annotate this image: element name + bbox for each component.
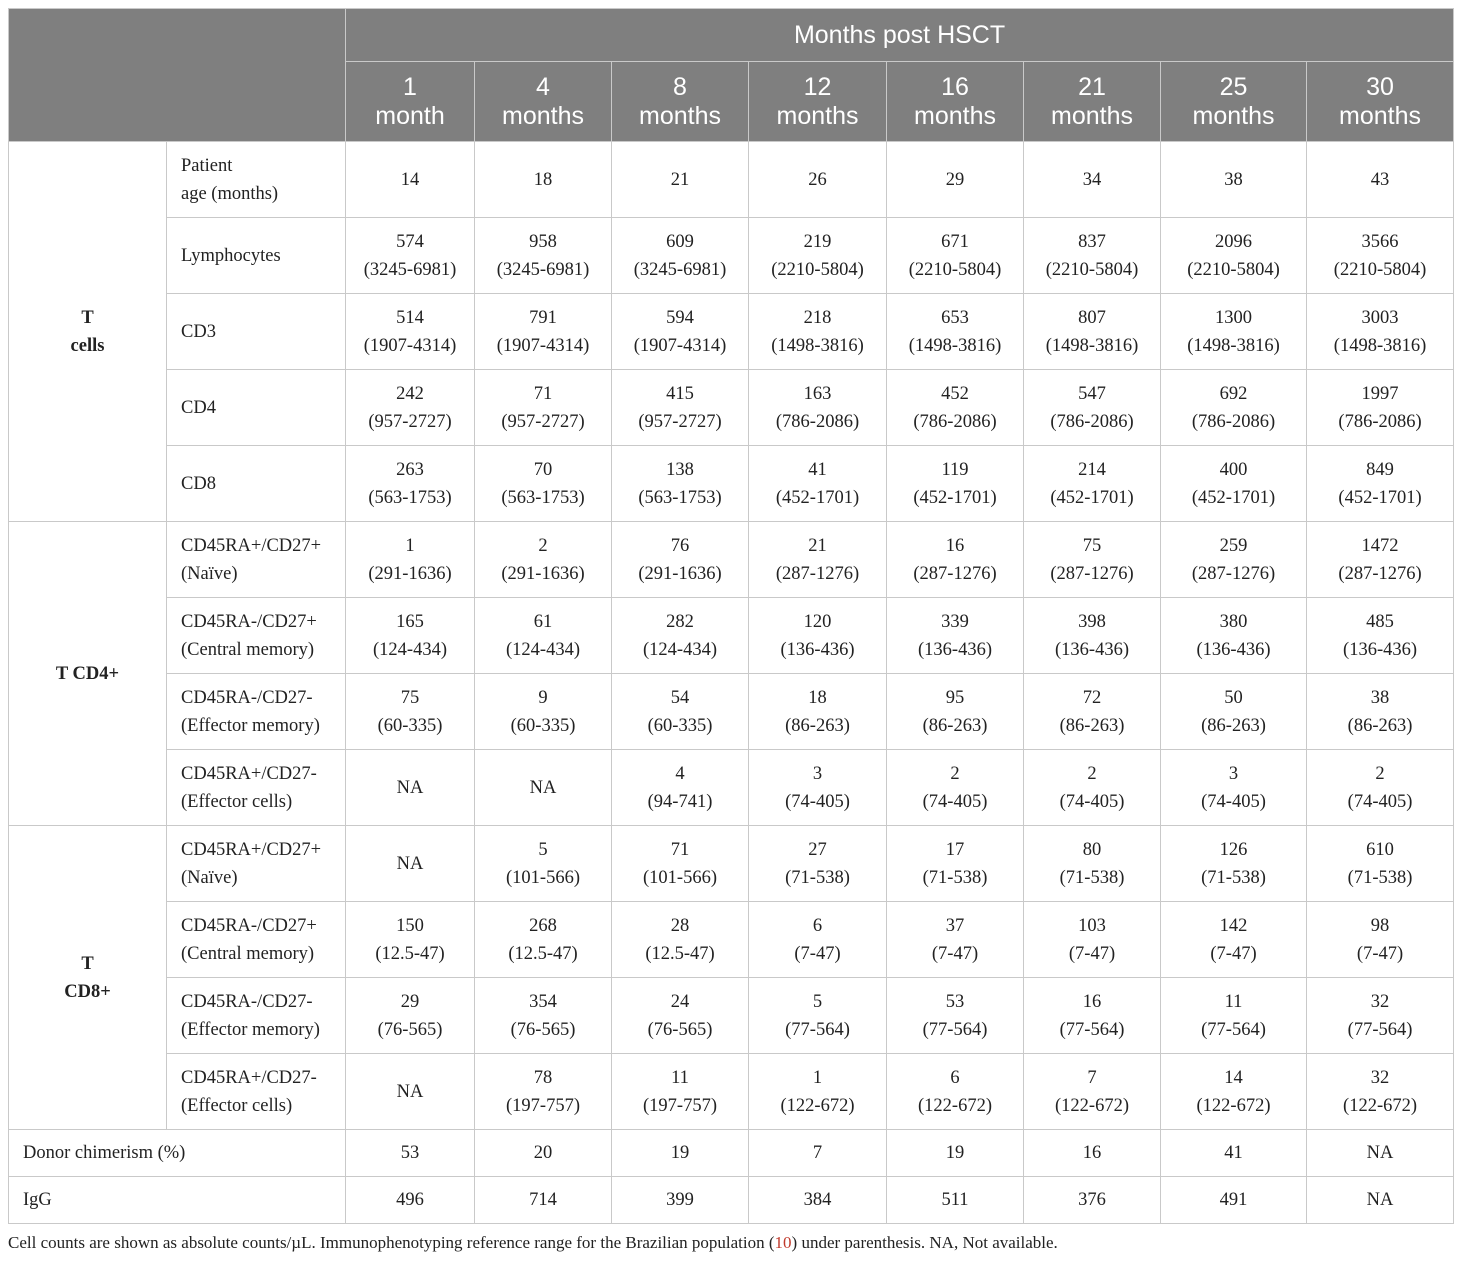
table-cell: 268 (12.5-47) xyxy=(475,902,612,978)
table-cell: 671 (2210-5804) xyxy=(887,218,1024,294)
table-cell: 5 (77-564) xyxy=(749,978,887,1054)
table-cell: 7 xyxy=(749,1130,887,1177)
table-row xyxy=(9,598,1454,674)
table-cell: 214 (452-1701) xyxy=(1024,446,1161,522)
table-cell: 32 (77-564) xyxy=(1307,978,1454,1054)
table-cell: 692 (786-2086) xyxy=(1161,370,1307,446)
column-header: 4 months xyxy=(475,62,612,142)
table-cell: 21 (287-1276) xyxy=(749,522,887,598)
table-cell: 138 (563-1753) xyxy=(612,446,749,522)
table-cell: 511 xyxy=(887,1177,1024,1224)
table-cell: 339 (136-436) xyxy=(887,598,1024,674)
table-cell: 4 (94-741) xyxy=(612,750,749,826)
row-label: CD45RA+/CD27+ (Naïve) xyxy=(167,522,346,598)
row-label: IgG xyxy=(9,1177,346,1224)
table-cell: 103 (7-47) xyxy=(1024,902,1161,978)
table-cell: 610 (71-538) xyxy=(1307,826,1454,902)
group-label-t-cd4: T CD4+ xyxy=(9,522,167,826)
table-cell: 259 (287-1276) xyxy=(1161,522,1307,598)
table-cell: 415 (957-2727) xyxy=(612,370,749,446)
table-cell: 163 (786-2086) xyxy=(749,370,887,446)
table-cell: 80 (71-538) xyxy=(1024,826,1161,902)
table-cell: 14 (122-672) xyxy=(1161,1054,1307,1130)
column-header: 16 months xyxy=(887,62,1024,142)
table-cell: 28 (12.5-47) xyxy=(612,902,749,978)
table-cell: 3003 (1498-3816) xyxy=(1307,294,1454,370)
table-cell: 29 (76-565) xyxy=(346,978,475,1054)
table-cell: 11 (197-757) xyxy=(612,1054,749,1130)
table-cell: 43 xyxy=(1307,142,1454,218)
table-cell: 6 (7-47) xyxy=(749,902,887,978)
table-footnote xyxy=(8,1233,1453,1253)
immunophenotyping-table xyxy=(8,8,1454,1224)
table-cell: 37 (7-47) xyxy=(887,902,1024,978)
table-cell: 21 xyxy=(612,142,749,218)
table-cell: 219 (2210-5804) xyxy=(749,218,887,294)
table-cell: 380 (136-436) xyxy=(1161,598,1307,674)
table-row xyxy=(9,294,1454,370)
group-label-t-cd8: T CD8+ xyxy=(9,826,167,1130)
column-header: 21 months xyxy=(1024,62,1161,142)
table-cell: 218 (1498-3816) xyxy=(749,294,887,370)
table-cell: 2096 (2210-5804) xyxy=(1161,218,1307,294)
table-cell: 242 (957-2727) xyxy=(346,370,475,446)
row-label: CD45RA-/CD27- (Effector memory) xyxy=(167,978,346,1054)
table-cell: 18 (86-263) xyxy=(749,674,887,750)
table-cell: 20 xyxy=(475,1130,612,1177)
table-cell: 574 (3245-6981) xyxy=(346,218,475,294)
row-label: CD45RA+/CD27- (Effector cells) xyxy=(167,750,346,826)
table-cell: 119 (452-1701) xyxy=(887,446,1024,522)
table-cell: 1472 (287-1276) xyxy=(1307,522,1454,598)
table-cell: 6 (122-672) xyxy=(887,1054,1024,1130)
table-cell: 1 (291-1636) xyxy=(346,522,475,598)
table-cell: 958 (3245-6981) xyxy=(475,218,612,294)
column-header: 25 months xyxy=(1161,62,1307,142)
table-cell: 3566 (2210-5804) xyxy=(1307,218,1454,294)
table-cell: 485 (136-436) xyxy=(1307,598,1454,674)
row-label: CD4 xyxy=(167,370,346,446)
table-cell: 142 (7-47) xyxy=(1161,902,1307,978)
table-cell: 41 (452-1701) xyxy=(749,446,887,522)
table-cell: NA xyxy=(346,750,475,826)
table-cell: 653 (1498-3816) xyxy=(887,294,1024,370)
table-cell: 61 (124-434) xyxy=(475,598,612,674)
row-label: CD45RA+/CD27- (Effector cells) xyxy=(167,1054,346,1130)
table-cell: 38 xyxy=(1161,142,1307,218)
table-cell: 126 (71-538) xyxy=(1161,826,1307,902)
row-label: CD45RA-/CD27+ (Central memory) xyxy=(167,598,346,674)
table-cell: 98 (7-47) xyxy=(1307,902,1454,978)
table-cell: 19 xyxy=(887,1130,1024,1177)
table-cell: 354 (76-565) xyxy=(475,978,612,1054)
table-cell: 38 (86-263) xyxy=(1307,674,1454,750)
table-cell: 1 (122-672) xyxy=(749,1054,887,1130)
table-cell: NA xyxy=(346,1054,475,1130)
group-label-t-cells: T cells xyxy=(9,142,167,522)
table-cell: 50 (86-263) xyxy=(1161,674,1307,750)
table-cell: 2 (74-405) xyxy=(887,750,1024,826)
table-cell: 75 (60-335) xyxy=(346,674,475,750)
table-cell: 399 xyxy=(612,1177,749,1224)
table-row xyxy=(9,1177,1454,1224)
header-corner xyxy=(9,9,346,142)
table-cell: 76 (291-1636) xyxy=(612,522,749,598)
table-cell: 26 xyxy=(749,142,887,218)
table-row xyxy=(9,218,1454,294)
table-cell: 2 (74-405) xyxy=(1024,750,1161,826)
table-body xyxy=(9,142,1454,1224)
table-cell: 263 (563-1753) xyxy=(346,446,475,522)
table-cell: 71 (957-2727) xyxy=(475,370,612,446)
table-cell: 34 xyxy=(1024,142,1161,218)
table-cell: 849 (452-1701) xyxy=(1307,446,1454,522)
table-cell: 9 (60-335) xyxy=(475,674,612,750)
table-cell: 150 (12.5-47) xyxy=(346,902,475,978)
row-label: Donor chimerism (%) xyxy=(9,1130,346,1177)
footnote-reference-link[interactable]: 10 xyxy=(774,1233,792,1252)
table-row xyxy=(9,1130,1454,1177)
table-cell: 547 (786-2086) xyxy=(1024,370,1161,446)
table-cell: 714 xyxy=(475,1177,612,1224)
column-header: 1 month xyxy=(346,62,475,142)
footnote-text-before: Cell counts are shown as absolute counts/µL. Immunophenotyping reference range for the Brazilian population ( xyxy=(8,1233,775,1252)
table-cell: 17 (71-538) xyxy=(887,826,1024,902)
table-cell: 791 (1907-4314) xyxy=(475,294,612,370)
table-cell: 41 xyxy=(1161,1130,1307,1177)
row-label: CD3 xyxy=(167,294,346,370)
table-cell: 1997 (786-2086) xyxy=(1307,370,1454,446)
table-cell: 75 (287-1276) xyxy=(1024,522,1161,598)
table-cell: 71 (101-566) xyxy=(612,826,749,902)
table-cell: 376 xyxy=(1024,1177,1161,1224)
row-label: Patient age (months) xyxy=(167,142,346,218)
row-label: CD8 xyxy=(167,446,346,522)
table-cell: 11 (77-564) xyxy=(1161,978,1307,1054)
table-cell: 19 xyxy=(612,1130,749,1177)
table-cell: 5 (101-566) xyxy=(475,826,612,902)
table-row xyxy=(9,1054,1454,1130)
table-row xyxy=(9,674,1454,750)
table-cell: 54 (60-335) xyxy=(612,674,749,750)
column-header: 30 months xyxy=(1307,62,1454,142)
table-cell: 16 (77-564) xyxy=(1024,978,1161,1054)
table-cell: 27 (71-538) xyxy=(749,826,887,902)
column-header: 12 months xyxy=(749,62,887,142)
table-cell: 53 (77-564) xyxy=(887,978,1024,1054)
table-cell: 16 xyxy=(1024,1130,1161,1177)
table-cell: NA xyxy=(1307,1130,1454,1177)
table-cell: 609 (3245-6981) xyxy=(612,218,749,294)
table-cell: 72 (86-263) xyxy=(1024,674,1161,750)
row-label: CD45RA-/CD27+ (Central memory) xyxy=(167,902,346,978)
table-row xyxy=(9,446,1454,522)
row-label: CD45RA-/CD27- (Effector memory) xyxy=(167,674,346,750)
table-cell: NA xyxy=(1307,1177,1454,1224)
table-cell: 2 (291-1636) xyxy=(475,522,612,598)
table-wrapper xyxy=(8,8,1453,1224)
table-row xyxy=(9,750,1454,826)
table-row xyxy=(9,826,1454,902)
table-cell: 14 xyxy=(346,142,475,218)
table-cell: 78 (197-757) xyxy=(475,1054,612,1130)
table-cell: 95 (86-263) xyxy=(887,674,1024,750)
table-cell: 398 (136-436) xyxy=(1024,598,1161,674)
table-cell: 29 xyxy=(887,142,1024,218)
row-label: Lymphocytes xyxy=(167,218,346,294)
footnote-text-after: ) under parenthesis. NA, Not available. xyxy=(791,1233,1058,1252)
table-row xyxy=(9,902,1454,978)
table-cell: 594 (1907-4314) xyxy=(612,294,749,370)
table-cell: 3 (74-405) xyxy=(749,750,887,826)
table-cell: 32 (122-672) xyxy=(1307,1054,1454,1130)
table-cell: 514 (1907-4314) xyxy=(346,294,475,370)
table-cell: 452 (786-2086) xyxy=(887,370,1024,446)
table-cell: 807 (1498-3816) xyxy=(1024,294,1161,370)
header-group-months-post-hsct: Months post HSCT xyxy=(346,9,1454,62)
table-cell: 2 (74-405) xyxy=(1307,750,1454,826)
table-cell: 7 (122-672) xyxy=(1024,1054,1161,1130)
table-cell: 400 (452-1701) xyxy=(1161,446,1307,522)
table-cell: 491 xyxy=(1161,1177,1307,1224)
table-cell: 16 (287-1276) xyxy=(887,522,1024,598)
table-row xyxy=(9,522,1454,598)
table-cell: NA xyxy=(475,750,612,826)
table-cell: 24 (76-565) xyxy=(612,978,749,1054)
table-cell: 282 (124-434) xyxy=(612,598,749,674)
table-cell: 18 xyxy=(475,142,612,218)
table-row xyxy=(9,978,1454,1054)
table-cell: 53 xyxy=(346,1130,475,1177)
column-header: 8 months xyxy=(612,62,749,142)
table-cell: NA xyxy=(346,826,475,902)
table-cell: 120 (136-436) xyxy=(749,598,887,674)
row-label: CD45RA+/CD27+ (Naïve) xyxy=(167,826,346,902)
table-cell: 70 (563-1753) xyxy=(475,446,612,522)
table-header xyxy=(9,9,1454,142)
table-row xyxy=(9,142,1454,218)
table-cell: 165 (124-434) xyxy=(346,598,475,674)
table-cell: 384 xyxy=(749,1177,887,1224)
table-cell: 496 xyxy=(346,1177,475,1224)
table-cell: 1300 (1498-3816) xyxy=(1161,294,1307,370)
table-row xyxy=(9,370,1454,446)
table-cell: 837 (2210-5804) xyxy=(1024,218,1161,294)
table-cell: 3 (74-405) xyxy=(1161,750,1307,826)
